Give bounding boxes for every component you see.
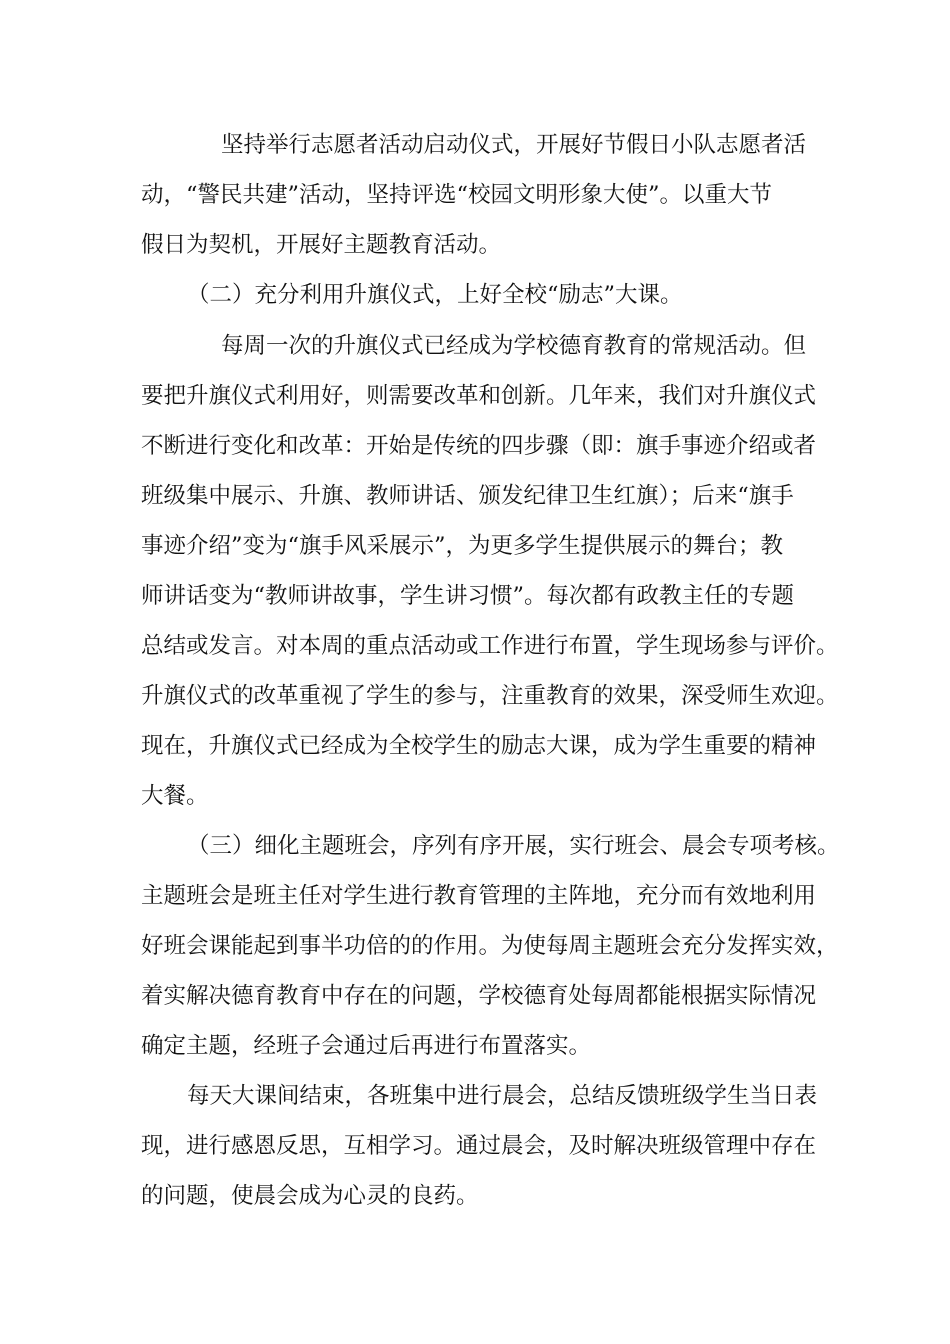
paragraph-2-line-7: 总结或发言。对本周的重点活动或工作进行布置，学生现场参与评价。	[141, 633, 839, 659]
paragraph-2-line-9: 现在，升旗仪式已经成为全校学生的励志大课，成为学生重要的精神	[141, 733, 817, 759]
section-heading-3: （三）细化主题班会，序列有序开展，实行班会、晨会专项考核。	[187, 833, 840, 859]
paragraph-2-line-6: 师讲话变为“教师讲故事，学生讲习惯”。每次都有政教主任的专题	[141, 583, 795, 609]
paragraph-4-line-1: 每天大课间结束，各班集中进行晨会，总结反馈班级学生当日表	[187, 1083, 818, 1109]
paragraph-2-line-8: 升旗仪式的改革重视了学生的参与，注重教育的效果，深受师生欢迎。	[141, 683, 839, 709]
paragraph-2-line-4: 班级集中展示、升旗、教师讲话、颁发纪律卫生红旗）；后来“旗手	[141, 483, 794, 509]
paragraph-1-line-2: 动，“警民共建”活动，坚持评选“校园文明形象大使”。以重大节	[141, 182, 773, 208]
paragraph-2-line-1: 每周一次的升旗仪式已经成为学校德育教育的常规活动。但	[221, 333, 807, 359]
paragraph-3-line-1: 主题班会是班主任对学生进行教育管理的主阵地，充分而有效地利用	[141, 883, 817, 909]
paragraph-1-line-3: 假日为契机，开展好主题教育活动。	[141, 232, 502, 258]
paragraph-4-line-2: 现，进行感恩反思，互相学习。通过晨会，及时解决班级管理中存在	[141, 1133, 817, 1159]
paragraph-2-line-10: 大餐。	[141, 783, 209, 809]
paragraph-2-line-3: 不断进行变化和改革：开始是传统的四步骤（即：旗手事迹介绍或者	[141, 433, 817, 459]
paragraph-3-line-2: 好班会课能起到事半功倍的的作用。为使每周主题班会充分发挥实效，	[141, 933, 839, 959]
paragraph-2-line-5: 事迹介绍”变为“旗手风采展示”，为更多学生提供展示的舞台；教	[141, 533, 784, 559]
section-heading-2: （二）充分利用升旗仪式，上好全校“励志”大课。	[187, 282, 683, 308]
paragraph-3-line-3: 着实解决德育教育中存在的问题，学校德育处每周都能根据实际情况	[141, 983, 817, 1009]
paragraph-1-line-1: 坚持举行志愿者活动启动仪式，开展好节假日小队志愿者活	[221, 132, 807, 158]
paragraph-2-line-2: 要把升旗仪式利用好，则需要改革和创新。几年来，我们对升旗仪式	[141, 383, 817, 409]
paragraph-4-line-3: 的问题，使晨会成为心灵的良药。	[141, 1183, 479, 1209]
paragraph-3-line-4: 确定主题，经班子会通过后再进行布置落实。	[141, 1033, 592, 1059]
